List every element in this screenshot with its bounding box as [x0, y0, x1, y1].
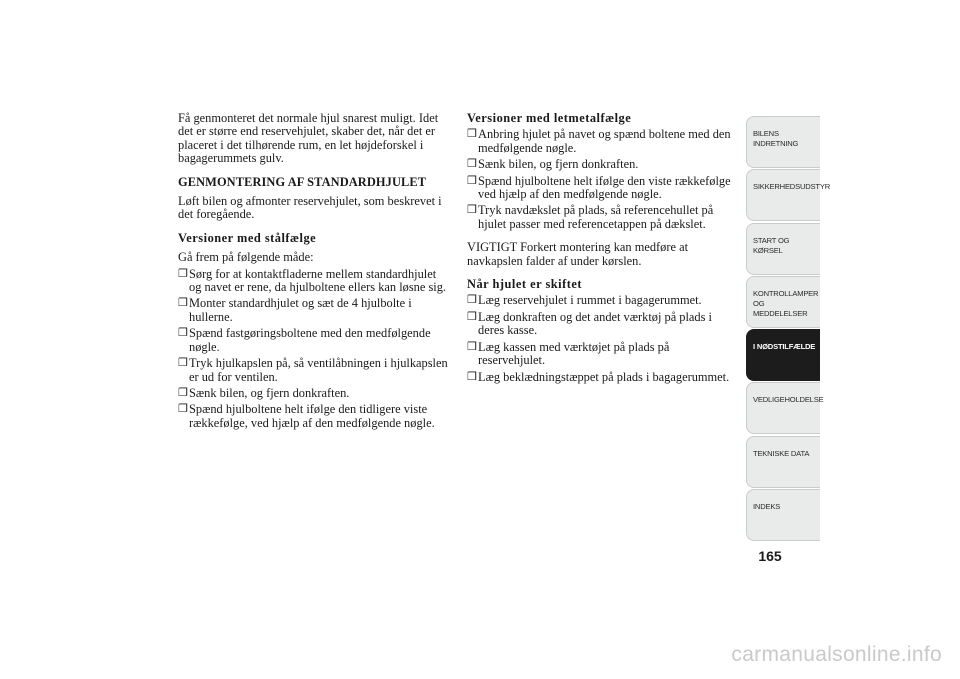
list-item: [178, 268, 450, 295]
chapter-tab-label: TEKNISKE DATA: [753, 448, 810, 458]
list-item-text: Tryk hjulkapslen på, så ventilåbningen i hjulkapslen er ud for ventilen.: [189, 356, 448, 384]
chapter-tab-label: BILENS INDRETNING: [753, 129, 799, 148]
checkbox-bullet-icon: ❒: [467, 158, 477, 171]
checkbox-bullet-icon: ❒: [467, 310, 477, 323]
steel-rim-lead: Gå frem på følgende måde:: [178, 250, 314, 265]
checkbox-bullet-icon: ❒: [467, 294, 477, 307]
chapter-tab[interactable]: [746, 436, 820, 488]
checkbox-bullet-icon: ❒: [467, 174, 477, 187]
list-item-text: Monter standardhjulet og sæt de 4 hjulbolte i hullerne.: [189, 296, 412, 324]
section-heading: GENMONTERING AF STANDARDHJULET: [178, 174, 427, 189]
list-item-text: Anbring hjulet på navet og spænd boltene med den medfølgende nøgle.: [478, 127, 731, 155]
checkbox-bullet-icon: ❒: [467, 204, 477, 217]
chapter-tab-label: START OG KØRSEL: [753, 235, 790, 255]
list-item: [467, 311, 739, 338]
chapter-tab[interactable]: [746, 489, 820, 541]
chapter-tab-label: KONTROLLAMPER OG MEDDELELSER: [753, 288, 819, 318]
checkbox-bullet-icon: ❒: [178, 297, 188, 310]
list-item-text: Læg beklædningstæppet på plads i bagagerummet.: [478, 369, 730, 384]
list-item: [178, 387, 450, 400]
checkbox-bullet-icon: ❒: [178, 327, 188, 340]
list-item: [467, 294, 739, 307]
list-item-text: Spænd fastgøringsboltene med den medfølgende nøgle.: [189, 326, 431, 354]
list-item: [467, 371, 739, 384]
intro-paragraph: Få genmonteret det normale hjul snarest muligt. Idet det er større end reservehjulet, skaber det, når det er placeret i det tilhørende rum, en let højdeforskel i bagagerummets gulv.: [178, 111, 439, 166]
list-item-text: Sænk bilen, og fjern donkraften.: [189, 385, 350, 400]
checkbox-bullet-icon: ❒: [178, 267, 188, 280]
after-change-heading: Når hjulet er skiftet: [467, 277, 582, 292]
list-item: [178, 297, 450, 324]
chapter-tab[interactable]: [746, 329, 820, 381]
right-column: [467, 112, 739, 384]
watermark: carmanualsonline.info: [731, 643, 942, 666]
chapter-tab-label: I NØDSTILFÆLDE: [753, 342, 816, 352]
checkbox-bullet-icon: ❒: [178, 386, 188, 399]
chapter-tab[interactable]: [746, 382, 824, 434]
chapter-tab[interactable]: [746, 276, 820, 328]
lift-paragraph: Løft bilen og afmonter reservehjulet, som beskrevet i det foregående.: [178, 194, 442, 222]
alloy-rim-steps: [467, 128, 739, 231]
warning-note: VIGTIGT Forkert montering kan medføre at navkapslen falder af under kørslen.: [467, 240, 689, 268]
checkbox-bullet-icon: ❒: [467, 370, 477, 383]
list-item-text: Tryk navdækslet på plads, så referencehullet på hjulet passer med referencetappen på dækslet.: [478, 203, 714, 231]
left-column: [178, 112, 450, 430]
chapter-tab-label: SIKKERHEDSUDSTYR: [753, 182, 830, 192]
after-change-steps: [467, 294, 739, 383]
list-item: [467, 341, 739, 368]
alloy-rim-heading: Versioner med letmetalfælge: [467, 111, 632, 125]
chapter-tab-label: INDEKS: [753, 502, 781, 512]
chapter-tab[interactable]: [746, 223, 820, 275]
page-number: 165: [758, 548, 782, 564]
list-item-text: Læg kassen med værktøjet på plads på reservehjulet.: [478, 339, 670, 368]
list-item: [467, 204, 739, 231]
chapter-tab[interactable]: [746, 169, 830, 221]
list-item: [467, 128, 739, 155]
list-item-text: Spænd hjulboltene helt ifølge den tidligere viste rækkefølge, ved hjælp af den medfølgende nøgle.: [189, 402, 435, 430]
list-item-text: Læg reservehjulet i rummet i bagagerummet.: [478, 293, 702, 308]
list-item-text: Sænk bilen, og fjern donkraften.: [478, 157, 639, 172]
list-item-text: Læg donkraften og det andet værktøj på plads i deres kasse.: [478, 309, 712, 338]
list-item: [178, 403, 450, 430]
list-item-text: Spænd hjulboltene helt ifølge den viste rækkefølge ved hjælp af den medfølgende nøgle.: [478, 173, 731, 202]
chapter-tab[interactable]: [746, 116, 820, 168]
checkbox-bullet-icon: ❒: [467, 128, 477, 141]
list-item: [178, 357, 450, 384]
steel-rim-steps: [178, 268, 450, 430]
checkbox-bullet-icon: ❒: [178, 403, 188, 416]
list-item: [467, 158, 739, 171]
checkbox-bullet-icon: ❒: [467, 340, 477, 353]
chapter-tabs: [746, 116, 830, 542]
list-item: [178, 327, 450, 354]
list-item: [467, 175, 739, 202]
steel-rim-heading: Versioner med stålfælge: [178, 230, 317, 245]
checkbox-bullet-icon: ❒: [178, 357, 188, 370]
chapter-tab-label: VEDLIGEHOLDELSE: [753, 395, 824, 405]
list-item-text: Sørg for at kontaktfladerne mellem standardhjulet og navet er rene, da hjulboltene ellers kan løsne sig.: [189, 266, 447, 295]
